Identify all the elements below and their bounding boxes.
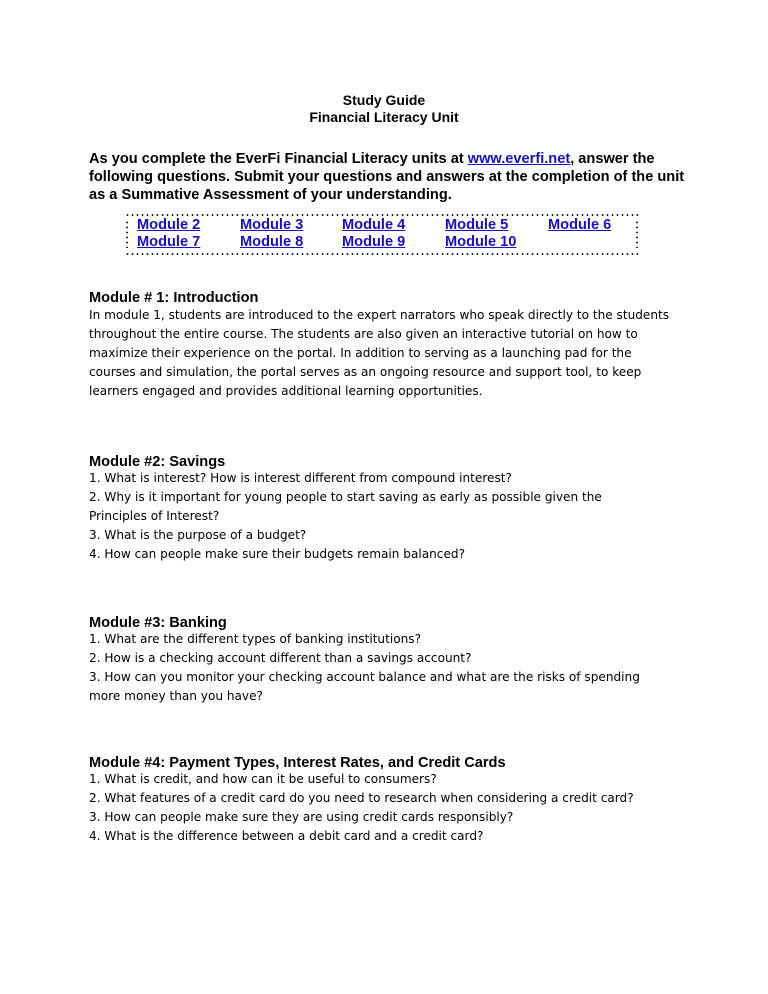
intro-text-after: , answer the following questions. Submit your questions and answers at the completion of the unit as a Summative Assessment of your understanding. — [89, 151, 685, 203]
page-subtitle: Financial Literacy Unit — [309, 109, 459, 125]
module-7-link[interactable]: Module 7 — [137, 234, 201, 250]
module-3-question: 3. How can you monitor your checking account balance and what are the risks of spending — [89, 670, 640, 684]
module-1-line: maximize their experience on the portal. In addition to serving as a launching pad for the — [89, 346, 632, 360]
module-3-link[interactable]: Module 3 — [240, 217, 304, 233]
module-1-line: In module 1, students are introduced to the expert narrators who speak directly to the students — [89, 308, 670, 322]
module-1-line: learners engaged and provides additional learning opportunities. — [89, 384, 483, 398]
module-3-heading: Module #3: Banking — [89, 615, 227, 631]
page-title: Study Guide — [342, 92, 426, 108]
table-border-right — [635, 220, 639, 248]
module-3-body — [89, 630, 689, 706]
table-border-bottom — [125, 253, 641, 255]
module-4-heading: Module #4: Payment Types, Interest Rates, and Credit Cards — [89, 755, 506, 771]
module-4-question: 1. What is credit, and how can it be useful to consumers? — [89, 772, 437, 786]
table-border-left — [125, 220, 129, 248]
module-4-body — [89, 770, 689, 846]
module-6-link[interactable]: Module 6 — [548, 217, 612, 233]
module-4-question: 4. What is the difference between a debit card and a credit card? — [89, 829, 484, 843]
module-links-table — [125, 214, 641, 254]
module-3-question: more money than you have? — [89, 689, 263, 703]
table-border-top — [125, 214, 641, 216]
module-9-link[interactable]: Module 9 — [342, 234, 406, 250]
module-2-question: Principles of Interest? — [89, 509, 220, 523]
module-2-body — [89, 469, 689, 564]
module-2-question: 1. What is interest? How is interest different from compound interest? — [89, 471, 512, 485]
module-1-line: courses and simulation, the portal serves as an ongoing resource and support tool, to keep — [89, 365, 642, 379]
module-4-link[interactable]: Module 4 — [342, 217, 406, 233]
module-3-question: 1. What are the different types of banking institutions? — [89, 632, 421, 646]
module-2-question: 2. Why is it important for young people to start saving as early as possible given the — [89, 490, 602, 504]
module-2-heading: Module #2: Savings — [89, 454, 226, 470]
intro-paragraph — [89, 150, 689, 204]
intro-text-before: As you complete the EverFi Financial Literacy units at — [89, 151, 468, 167]
everfi-link[interactable]: www.everfi.net — [467, 151, 571, 167]
module-2-question: 4. How can people make sure their budgets remain balanced? — [89, 547, 465, 561]
module-5-link[interactable]: Module 5 — [445, 217, 509, 233]
module-10-link[interactable]: Module 10 — [445, 234, 517, 250]
module-2-link[interactable]: Module 2 — [137, 217, 201, 233]
module-1-body — [89, 306, 689, 401]
module-1-line: throughout the entire course. The students are also given an interactive tutorial on how to — [89, 327, 638, 341]
module-1-heading: Module # 1: Introduction — [89, 290, 259, 306]
module-2-question: 3. What is the purpose of a budget? — [89, 528, 307, 542]
module-4-question: 2. What features of a credit card do you need to research when considering a credit card? — [89, 791, 634, 805]
module-8-link[interactable]: Module 8 — [240, 234, 304, 250]
module-4-question: 3. How can people make sure they are using credit cards responsibly? — [89, 810, 514, 824]
module-3-question: 2. How is a checking account different than a savings account? — [89, 651, 472, 665]
